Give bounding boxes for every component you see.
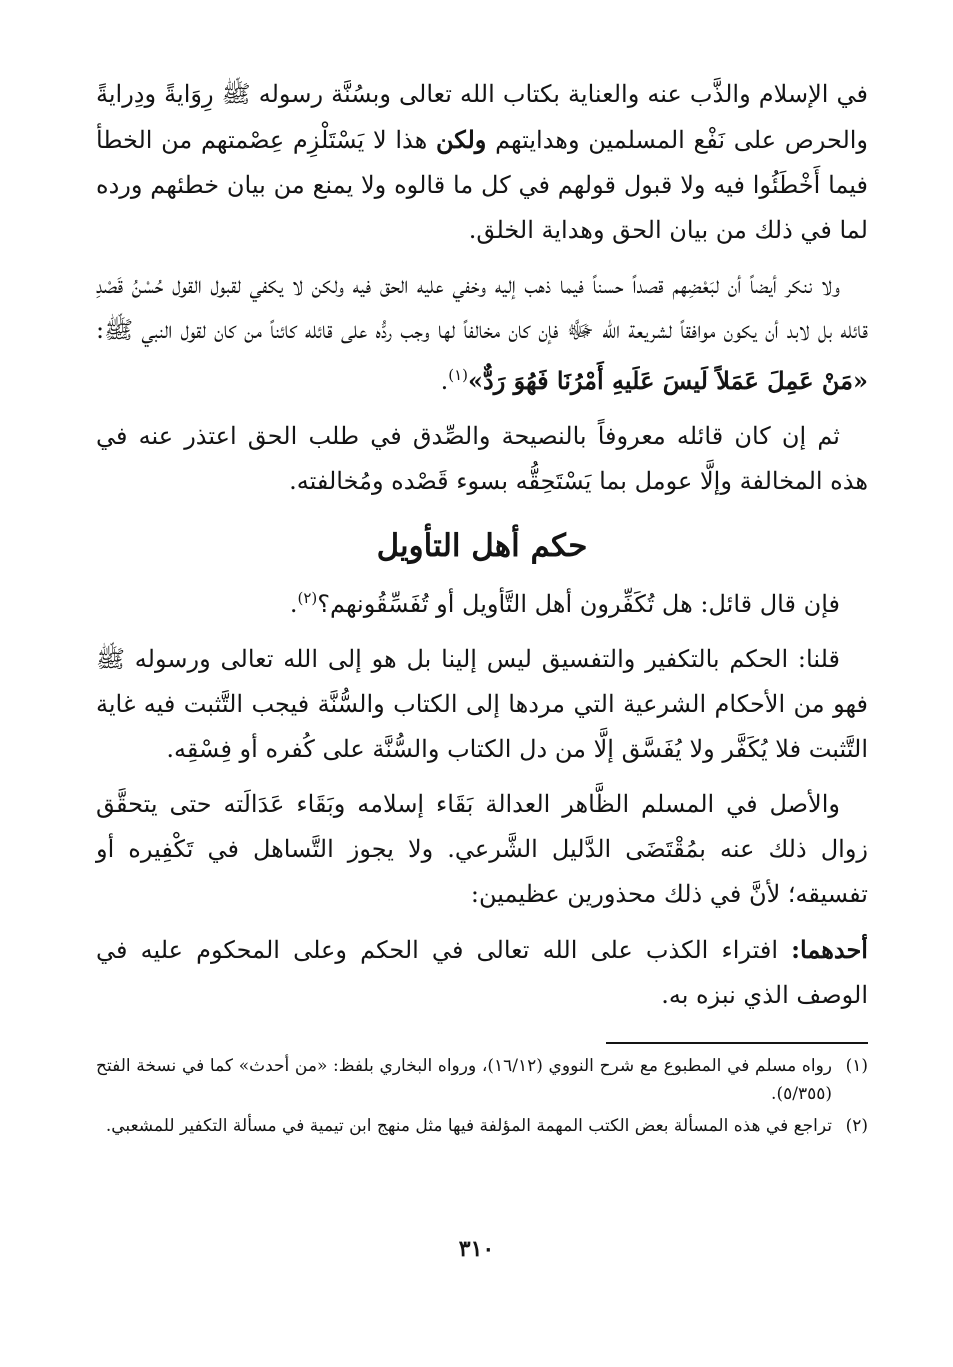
paragraph-7-lead: أحدهما: <box>791 935 868 964</box>
paragraph-4-end: . <box>289 590 298 618</box>
paragraph-2 <box>96 263 868 404</box>
paragraph-1-bold-word: ولكن <box>435 125 487 154</box>
footnote-1-number: (١) <box>845 1056 868 1076</box>
paragraph-6: والأصل في المسلم الظَّاهر العدالة بَقَاء إسلامه وبَقَاء عَدَالَته حتى يتحقَّق زوال ذلك عنه بمُقْتَضَى الدَّليل الشَّرعي. ولا يجوز التَّساهل في تَكْفِيره أو تفسيقه؛ لأنَّ في ذلك محذورين عظيمين: <box>96 790 868 908</box>
section-heading: حكم أهل التأويل <box>376 528 588 564</box>
paragraph-4 <box>96 576 868 627</box>
footnote-2 <box>96 1112 868 1140</box>
footnote-1 <box>96 1052 868 1108</box>
paragraph-1 <box>96 72 868 253</box>
paragraph-3: ثم إن كان قائله معروفاً بالنصيحة والصِّدق في طلب الحق اعتذر عنه في هذه المخالفة وإلَّا عومل بما يَسْتَحِقُّه بسوء قَصْده ومُخالفته. <box>96 422 868 495</box>
footnote-divider <box>606 1042 868 1044</box>
paragraph-2-end: . <box>440 367 449 395</box>
paragraph-4-text: فإن قال قائل: هل تُكَفِّرون أهل التَّأويل أو تُفَسِّقُونهم؟ <box>317 590 840 618</box>
paragraph-7 <box>96 927 868 1018</box>
paragraph-1-rest: هذا لا يَسْتَلْزِم عِصْمتهم من الخطأ فيما أَخْطَئُوا فيه ولا قبول قولهم في كل ما قالوه ولا يمنع من بيان خطئهم ورده لما في ذلك من بيان الحق وهداية الخلق. <box>96 126 868 244</box>
paragraph-5: قلنا: الحكم بالتكفير والتفسيق ليس إلينا بل هو إلى الله تعالى ورسوله ﷺ فهو من الأحكام الشرعية التي مردها إلى الكتاب والسُّنَّة فيجب التَّثبت فيه غاية التَّثبت فلا يُكَفَّر ولا يُفَسَّق إلَّا من دل الكتاب والسُّنَّة على كُفره أو فِسْقِه. <box>96 645 868 763</box>
footnote-ref-2: (٢) <box>297 589 318 607</box>
footnote-2-text: تراجع في هذه المسألة بعض الكتب المهمة المؤلفة فيها مثل منهج ابن تيمية في مسألة التكفير للمشعبي. <box>105 1116 832 1136</box>
footnote-ref-1: (١) <box>448 366 468 384</box>
footnote-1-text: رواه مسلم في المطبوع مع شرح النووي (١٦/١٢)، ورواه البخاري بلفظ: «من أحدث» كما في نسخة الفتح (٥/٣٥٥). <box>96 1056 832 1104</box>
paragraph-1-text: في الإسلام والذَّب عنه والعناية بكتاب الله تعالى وبسُنَّة رسوله ﷺ رِوَايةً ودِرايةً والحرص على نَفْع المسلمين وهدايتهم <box>96 80 869 154</box>
page-number: ٣١٠ <box>458 1236 495 1262</box>
paragraph-7-text: افتراء الكذب على الله تعالى في الحكم وعلى المحكوم عليه في الوصف الذي نبزه به. <box>96 936 868 1009</box>
page-body <box>96 72 868 1144</box>
footnote-2-number: (٢) <box>845 1116 868 1136</box>
hadith-quote: «مَنْ عَمِلَ عَمَلاً لَيسَ عَلَيهِ أَمْرُنَا فَهُوَ رَدٌّ» <box>468 366 868 395</box>
paragraph-2-text: ولا ننكر أيضاً أن لبَعْضِهم قصداً حسناً فيما ذهب إليه وخفي عليه الحق فيه ولكن لا يكفي لقبول القول حُسْنُ قَصْدِ قائله بل لابد أن يكون موافقاً لشريعة الله ﷻ فإن كان مخالفاً لها وجب ردُّه على قائله كائناً من كان لقول النبي ﷺ: <box>96 271 868 344</box>
